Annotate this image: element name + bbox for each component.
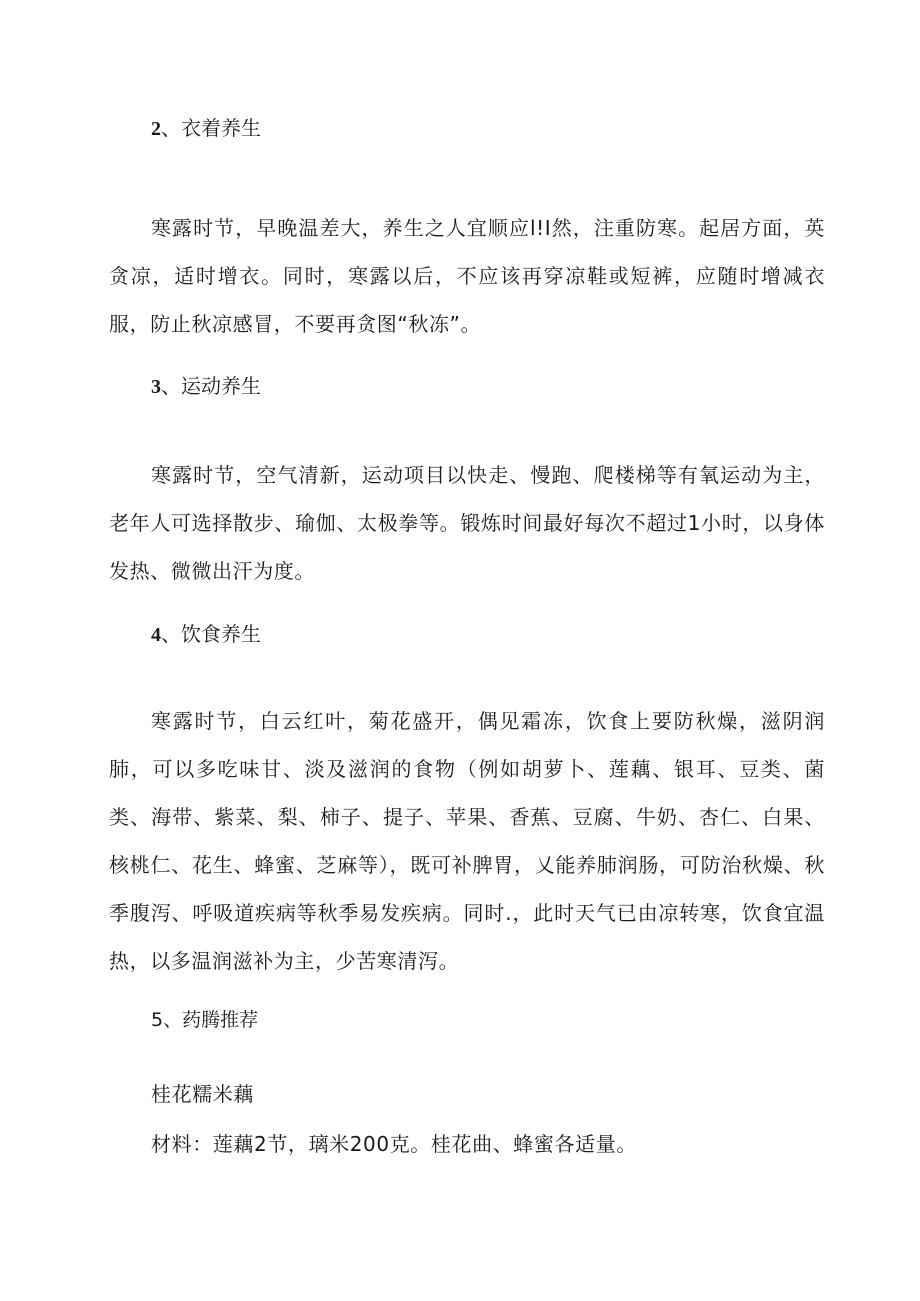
section-number: 2: [151, 118, 161, 140]
section-title: 、饮食养生: [161, 622, 261, 646]
recipe-materials: 材料：莲藕2节，璃米200克。桂花曲、蜂蜜各适量。: [151, 1132, 637, 1156]
section-title: 、运动养生: [161, 374, 261, 398]
section-heading-exercise: [151, 372, 261, 401]
section-heading-diet: [151, 620, 261, 649]
recipe-name: 桂花糯米藕: [151, 1082, 254, 1106]
section-heading-recipe: [151, 1006, 258, 1034]
section-title: 、衣着养生: [161, 116, 261, 140]
section-body-diet: 寒露时节，白云红叶，菊花盛开，偶见霜冻，饮食上要防秋燥，滋阴润肺，可以多吃味甘、淡及滋润的食物（例如胡萝卜、莲藕、银耳、豆类、菌类、海带、紫菜、梨、柿子、提子、苹果、香蕉、豆腐、牛奶、杏仁、白果、核桃仁、花生、蜂蜜、芝麻等），既可补脾胃，乂能养肺润肠，可防治秋燥、秋季腹泻、呼吸道疾病等秋季易发疾病。同时.，此时天气已由凉转寒，饮食宜温热，以多温润滋补为主，少苦寒清泻。: [109, 709, 825, 973]
section-number: 4: [151, 624, 161, 646]
section-number: 3: [151, 376, 161, 398]
section-title: 、药腾推荐: [163, 1009, 259, 1031]
section-body-exercise: 寒露时节，空气清新，运动项目以快走、慢跑、爬楼梯等有氧运动为主，老年人可选择散步、瑜伽、太极拳等。锻炼时间最好每次不超过1小时，以身体发热、微微出汗为度。: [109, 463, 825, 583]
section-number: 5: [151, 1009, 164, 1031]
section-heading-clothing: [151, 114, 261, 143]
section-body-clothing: 寒露时节，早晚温差大，养生之人宜顺应l!I然，注重防寒。起居方面，英贪凉，适时增衣。同时，寒露以后，不应该再穿凉鞋或短裤，应随时增减衣服，防止秋凉感冒，不要再贪图“秋冻”。: [109, 216, 825, 336]
